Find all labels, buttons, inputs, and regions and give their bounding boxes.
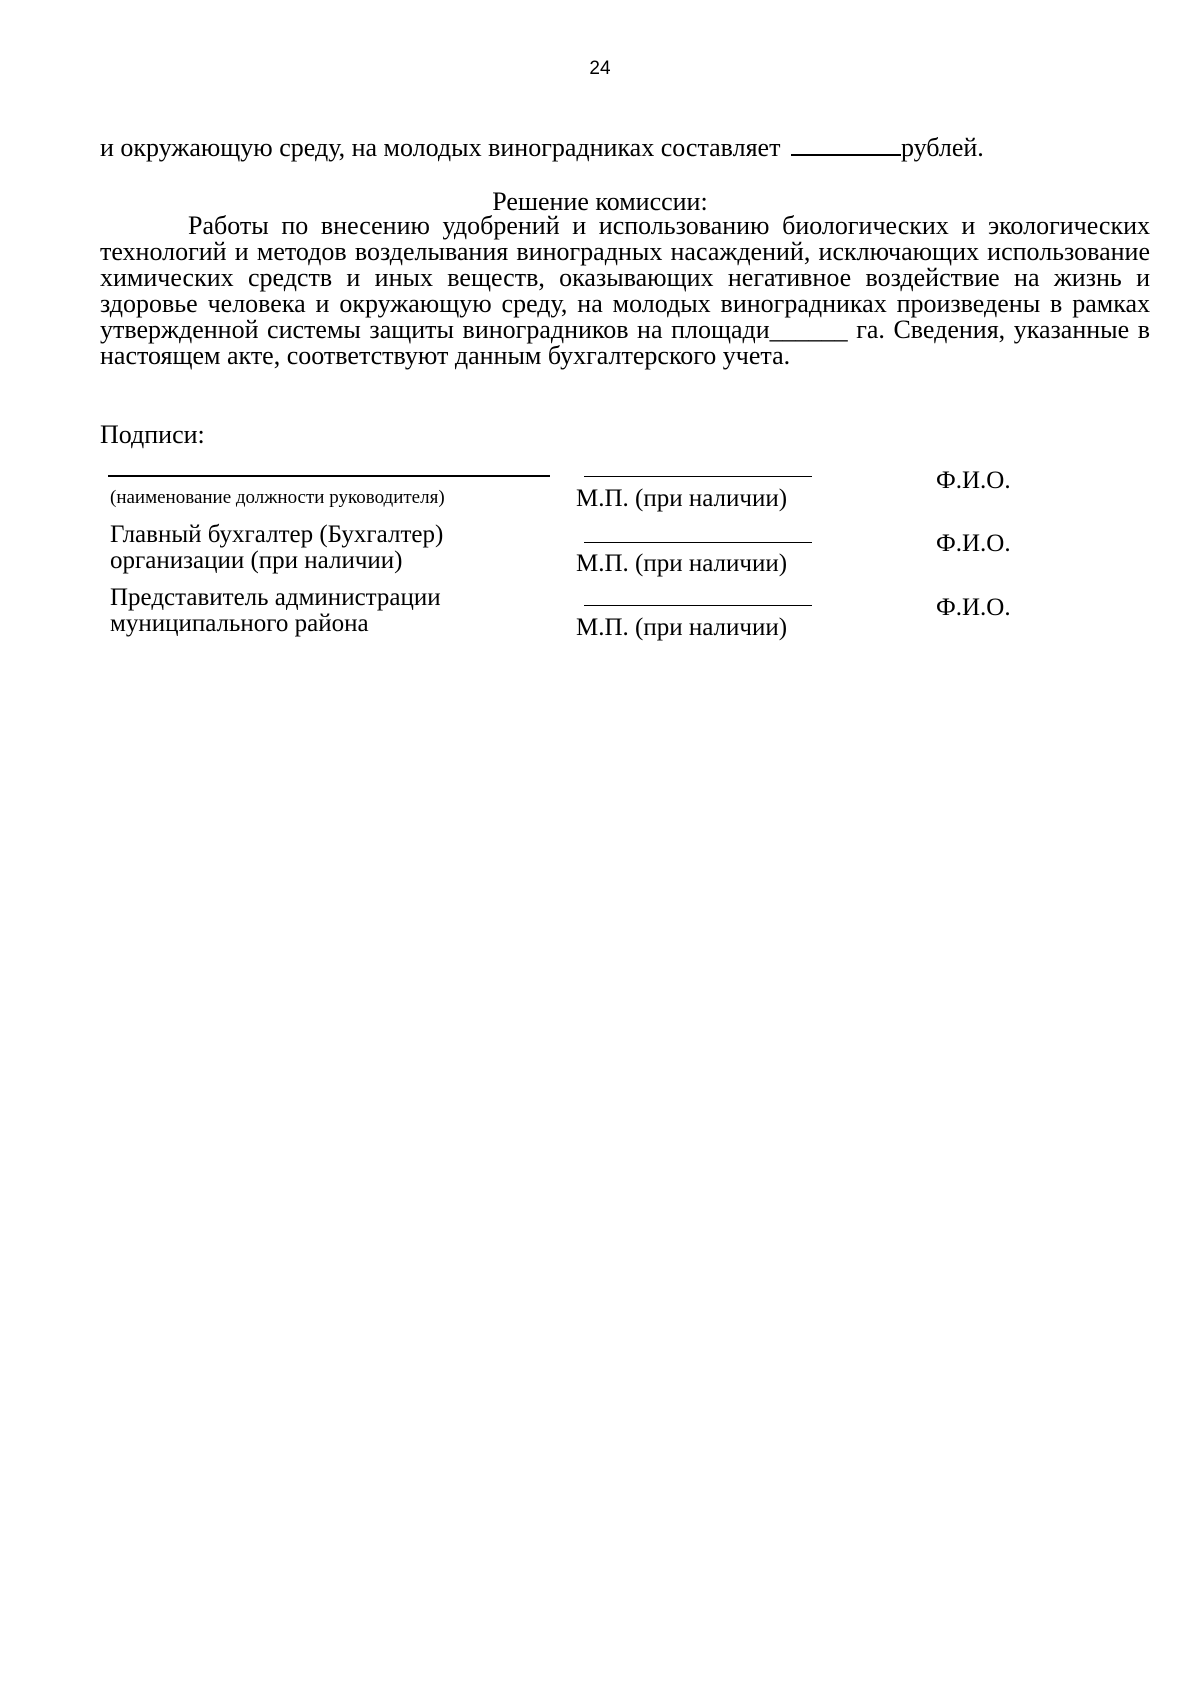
signature-name: Ф.И.О. [936,594,1011,621]
position-line [108,475,550,477]
decision-title: Решение комиссии: [492,187,708,216]
decision-body [100,213,1150,369]
signature-stamp: М.П. (при наличии) [576,550,788,577]
decision-body-part1: Работы по внесению удобрений и использованию биологических и экологических технологий и методов возделывания виноградных насаждений, исключающих использование химических средств и иных веществ, оказывающих негативное воздействие на жизнь и здоровье человека и окружающую среду, на молодых виноградниках произведены в рамках утвержденной системы защиты виноградников на площади______ [100,211,1150,344]
decision-body-part2: га. Сведения, указанные в настоящем акте, соответствуют данным бухгалтерского учета. [100,315,1150,370]
intro-text-before: и окружающую среду, на молодых виноградниках составляет [100,133,781,162]
amount-blank [791,136,901,156]
signature-name: Ф.И.О. [936,467,1011,494]
signature-line [584,476,812,477]
page-number: 24 [589,58,611,79]
signature-stamp: М.П. (при наличии) [576,485,788,512]
signature-name: Ф.И.О. [936,530,1011,557]
signature-line [584,542,812,543]
signature-stamp: М.П. (при наличии) [576,614,788,641]
signature-position: Представитель администрации муниципального района [110,584,441,637]
signature-position: (наименование должности руководителя) [110,487,445,508]
intro-text-after: рублей. [900,133,984,162]
signatures-label: Подписи: [100,420,205,449]
signature-line [584,605,812,606]
intro-line [100,133,1150,163]
signature-row-administration [100,585,1100,649]
signature-position: Главный бухгалтер (Бухгалтер) организации (при наличии) [110,521,444,574]
signature-row-accountant [100,522,1100,586]
